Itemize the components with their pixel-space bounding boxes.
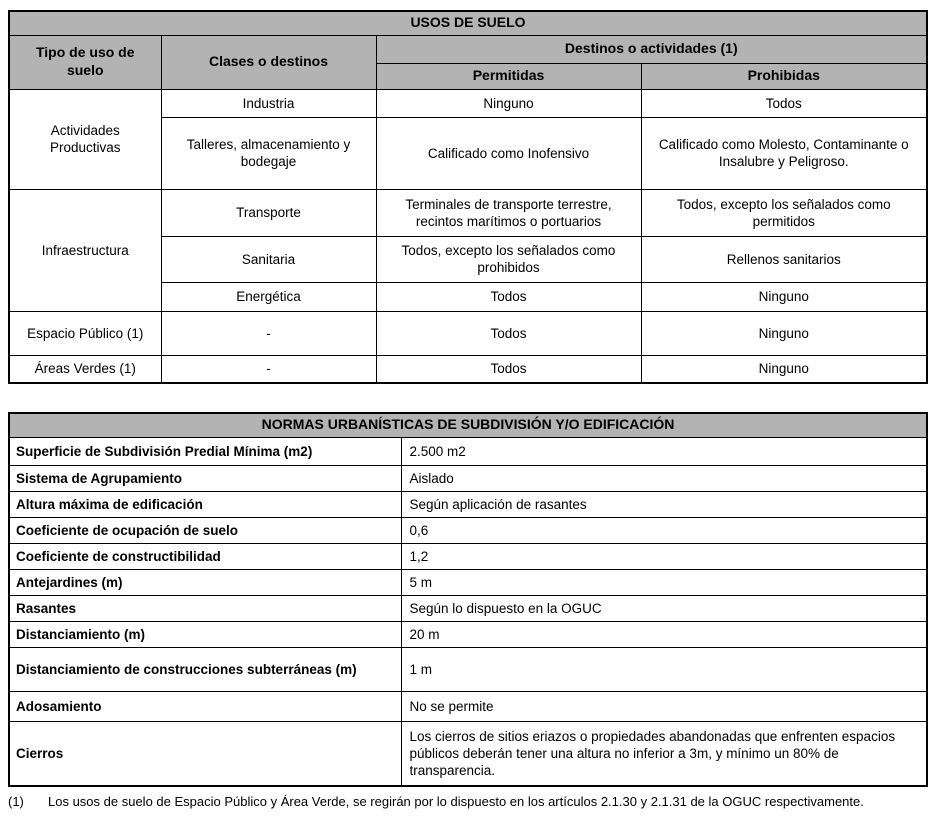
- usos-cell-clase: Sanitaria: [161, 236, 376, 282]
- normas-value-cell: 0,6: [401, 517, 927, 543]
- normas-row: [9, 595, 927, 621]
- normas-label-cell: Coeficiente de constructibilidad: [9, 543, 401, 569]
- usos-cell-clase: -: [161, 355, 376, 383]
- footnote: [8, 794, 926, 810]
- usos-cell-prohibida: Calificado como Molesto, Contaminante o Insalubre y Peligroso.: [641, 117, 927, 189]
- normas-value-cell: 1,2: [401, 543, 927, 569]
- usos-cell-prohibida: Rellenos sanitarios: [641, 236, 927, 282]
- usos-title-row: [9, 11, 927, 35]
- usos-header-permitidas: Permitidas: [376, 63, 641, 89]
- usos-cell-prohibida: Ninguno: [641, 355, 927, 383]
- usos-row-industria: [9, 89, 927, 117]
- normas-row: [9, 647, 927, 691]
- normas-label-cell: Antejardines (m): [9, 569, 401, 595]
- normas-label-cell: Rasantes: [9, 595, 401, 621]
- usos-cell-permitida: Todos: [376, 282, 641, 311]
- usos-header-destinos: Destinos o actividades (1): [376, 35, 927, 63]
- usos-de-suelo-table: [8, 10, 928, 384]
- normas-row: [9, 569, 927, 595]
- normas-value-cell: 2.500 m2: [401, 437, 927, 465]
- footnote-marker: (1): [8, 794, 24, 809]
- normas-label-cell: Coeficiente de ocupación de suelo: [9, 517, 401, 543]
- footnote-text: Los usos de suelo de Espacio Público y Área Verde, se regirán por lo dispuesto en los artículos 2.1.30 y 2.1.31 de la OGUC respectivamente.: [48, 794, 864, 809]
- usos-cell-prohibida: Todos: [641, 89, 927, 117]
- usos-header-clases: Clases o destinos: [161, 35, 376, 89]
- usos-cell-prohibida: Ninguno: [641, 311, 927, 355]
- usos-header-prohibidas: Prohibidas: [641, 63, 927, 89]
- normas-row: [9, 465, 927, 491]
- normas-label-cell: Distanciamiento de construcciones subterráneas (m): [9, 647, 401, 691]
- usos-cell-clase: -: [161, 311, 376, 355]
- normas-value-cell: Según aplicación de rasantes: [401, 491, 927, 517]
- normas-row: [9, 517, 927, 543]
- normas-value-cell: Según lo dispuesto en la OGUC: [401, 595, 927, 621]
- normas-row: [9, 437, 927, 465]
- normas-row: [9, 621, 927, 647]
- usos-cell-tipo: Espacio Público (1): [9, 311, 161, 355]
- usos-row-transporte: [9, 189, 927, 236]
- usos-cell-permitida: Terminales de transporte terrestre, recintos marítimos o portuarios: [376, 189, 641, 236]
- normas-label-cell: Superficie de Subdivisión Predial Mínima (m2): [9, 437, 401, 465]
- usos-cell-tipo: Infraestructura: [9, 189, 161, 311]
- usos-row-espacio-publico: [9, 311, 927, 355]
- normas-value-cell: No se permite: [401, 691, 927, 721]
- usos-cell-permitida: Ninguno: [376, 89, 641, 117]
- normas-row: [9, 543, 927, 569]
- normas-row: [9, 491, 927, 517]
- normas-label-cell: Altura máxima de edificación: [9, 491, 401, 517]
- usos-cell-permitida: Todos: [376, 311, 641, 355]
- normas-label-cell: Distanciamiento (m): [9, 621, 401, 647]
- normas-value-cell: Los cierros de sitios eriazos o propiedades abandonadas que enfrenten espacios públicos deberán tener una altura no inferior a 3m, y mínimo un 80% de transparencia.: [401, 721, 927, 786]
- usos-cell-permitida: Todos, excepto los señalados como prohibidos: [376, 236, 641, 282]
- usos-cell-clase: Talleres, almacenamiento y bodegaje: [161, 117, 376, 189]
- normas-value-cell: 1 m: [401, 647, 927, 691]
- usos-table-title: USOS DE SUELO: [9, 11, 927, 35]
- normas-table-title: NORMAS URBANÍSTICAS DE SUBDIVISIÓN Y/O EDIFICACIÓN: [9, 413, 927, 437]
- usos-cell-clase: Transporte: [161, 189, 376, 236]
- normas-label-cell: Adosamiento: [9, 691, 401, 721]
- usos-cell-prohibida: Todos, excepto los señalados como permitidos: [641, 189, 927, 236]
- normas-label-cell: Cierros: [9, 721, 401, 786]
- usos-cell-clase: Energética: [161, 282, 376, 311]
- normas-row: [9, 691, 927, 721]
- normas-value-cell: 20 m: [401, 621, 927, 647]
- normas-urbanisticas-table: [8, 412, 928, 787]
- usos-header-row-1: [9, 35, 927, 63]
- normas-value-cell: Aislado: [401, 465, 927, 491]
- usos-cell-tipo: Áreas Verdes (1): [9, 355, 161, 383]
- usos-cell-tipo: Actividades Productivas: [9, 89, 161, 189]
- usos-row-areas-verdes: [9, 355, 927, 383]
- usos-cell-clase: Industria: [161, 89, 376, 117]
- usos-header-tipo: Tipo de uso de suelo: [9, 35, 161, 89]
- normas-row: [9, 721, 927, 786]
- usos-cell-permitida: Todos: [376, 355, 641, 383]
- normas-value-cell: 5 m: [401, 569, 927, 595]
- normas-label-cell: Sistema de Agrupamiento: [9, 465, 401, 491]
- normas-title-row: [9, 413, 927, 437]
- usos-cell-permitida: Calificado como Inofensivo: [376, 117, 641, 189]
- usos-cell-prohibida: Ninguno: [641, 282, 927, 311]
